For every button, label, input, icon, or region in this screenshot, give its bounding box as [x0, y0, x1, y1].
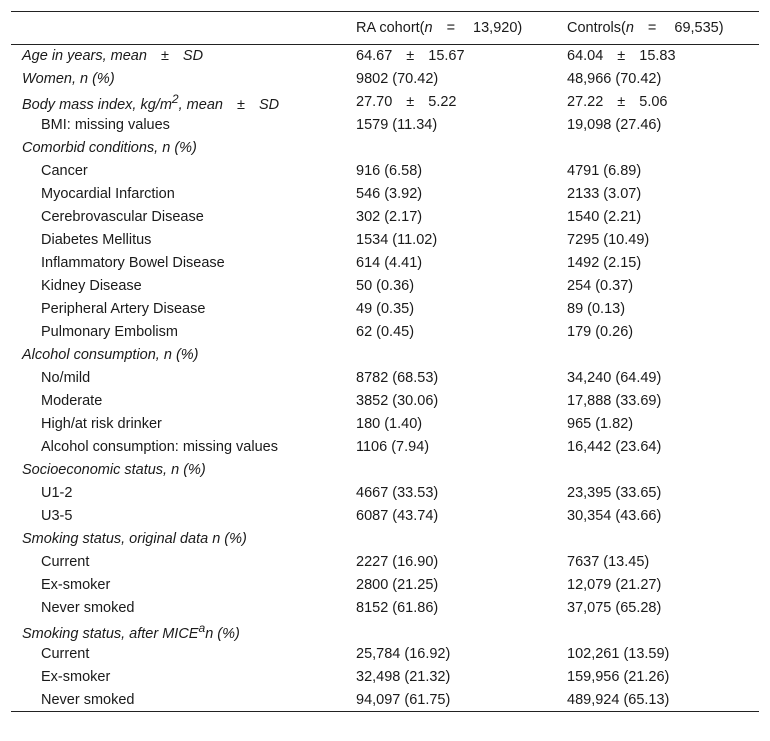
table-header-row: [11, 12, 759, 45]
row-label: Current: [41, 646, 90, 662]
table-row: [11, 367, 759, 390]
control-value: 965 (1.82): [567, 416, 634, 432]
control-value: 1540 (2.21): [567, 209, 642, 225]
section-label: Socioeconomic status, n (%): [22, 462, 206, 478]
row-label: Body mass index, $kg/m^2$, mean ± SD: [22, 91, 280, 113]
table-row: [11, 275, 759, 298]
ra-value: 27.70 ± 5.22: [356, 94, 457, 110]
table-row: [11, 91, 759, 114]
ra-value: 180 (1.40): [356, 416, 423, 432]
section-label: Smoking status, after MICE$^a$n (%): [22, 620, 240, 642]
ra-value: 1106 (7.94): [356, 439, 430, 455]
table-row: [11, 206, 759, 229]
ra-value: 8152 (61.86): [356, 600, 439, 616]
control-value: 7295 (10.49): [567, 232, 650, 248]
section-row: [11, 459, 759, 482]
control-value: 16,442 (23.64): [567, 439, 662, 455]
ra-value: 3852 (30.06): [356, 393, 439, 409]
row-label: Pulmonary Embolism: [41, 324, 178, 340]
table-row: [11, 551, 759, 574]
control-value: 23,395 (33.65): [567, 485, 662, 501]
control-value: 89 (0.13): [567, 301, 626, 317]
ra-value: 2227 (16.90): [356, 554, 439, 570]
row-label: Current: [41, 554, 90, 570]
row-label: High/at risk drinker: [41, 416, 162, 432]
control-value: 12,079 (21.27): [567, 577, 662, 593]
control-value: 102,261 (13.59): [567, 646, 670, 662]
control-value: 254 (0.37): [567, 278, 634, 294]
control-value: 4791 (6.89): [567, 163, 642, 179]
control-value: 27.22 ± 5.06: [567, 94, 668, 110]
row-label: U3-5: [41, 508, 73, 524]
table-row: [11, 298, 759, 321]
control-value: 17,888 (33.69): [567, 393, 662, 409]
ra-value: 614 (4.41): [356, 255, 423, 271]
row-label: Never smoked: [11, 689, 345, 712]
header-characteristic: [11, 12, 345, 45]
section-row: [11, 620, 759, 643]
ra-value: 62 (0.45): [356, 324, 415, 340]
table-row: [11, 482, 759, 505]
row-label: Ex-smoker: [41, 577, 111, 593]
table-row: [11, 390, 759, 413]
section-row: [11, 344, 759, 367]
table-row: [11, 45, 759, 68]
ra-value: 302 (2.17): [356, 209, 423, 225]
ra-value: 32,498 (21.32): [356, 669, 451, 685]
control-value: 37,075 (65.28): [567, 600, 662, 616]
ra-value: 25,784 (16.92): [356, 646, 451, 662]
row-label: Moderate: [41, 393, 103, 409]
header-controls: Controls(n = 69,535): [556, 12, 759, 45]
row-label: Women, n (%): [22, 71, 115, 87]
table-row: [11, 643, 759, 666]
row-label: Peripheral Artery Disease: [41, 301, 206, 317]
control-value: 7637 (13.45): [567, 554, 650, 570]
ra-value: 1534 (11.02): [356, 232, 438, 248]
table-row: [11, 574, 759, 597]
row-label: Ex-smoker: [41, 669, 111, 685]
table-row: [11, 597, 759, 620]
row-label: Kidney Disease: [41, 278, 142, 294]
control-value: 34,240 (64.49): [567, 370, 662, 386]
row-label: Cancer: [41, 163, 88, 179]
header-ra-cohort: RA cohort(n = 13,920): [345, 12, 556, 45]
table-row: [11, 413, 759, 436]
row-label: No/mild: [41, 370, 91, 386]
control-value: 1492 (2.15): [567, 255, 642, 271]
row-label: Never smoked: [41, 600, 135, 616]
ra-value: 2800 (21.25): [356, 577, 439, 593]
table-row: [11, 68, 759, 91]
table-row: [11, 689, 759, 712]
baseline-characteristics-table-container: [11, 11, 759, 712]
ra-value: 64.67 ± 15.67: [356, 48, 465, 65]
section-label: Alcohol consumption, n (%): [22, 347, 199, 363]
ra-value: 50 (0.36): [356, 278, 415, 294]
row-label: Diabetes Mellitus: [41, 232, 152, 248]
ra-value: 916 (6.58): [356, 163, 423, 179]
table-row: [11, 160, 759, 183]
table-row: [11, 183, 759, 206]
control-value: 2133 (3.07): [567, 186, 642, 202]
table-row: [11, 252, 759, 275]
ra-value: 4667 (33.53): [356, 485, 439, 501]
ra-value: 9802 (70.42): [356, 71, 439, 87]
control-value: 64.04 ± 15.83: [567, 48, 676, 65]
row-label: Cerebrovascular Disease: [41, 209, 204, 225]
baseline-characteristics-table: [11, 11, 759, 712]
control-value: 489,924 (65.13): [556, 689, 759, 712]
section-label: Smoking status, original data n (%): [22, 531, 247, 547]
ra-value: 8782 (68.53): [356, 370, 439, 386]
table-row: [11, 321, 759, 344]
row-label: U1-2: [41, 485, 73, 501]
row-label: Alcohol consumption: missing values: [41, 439, 278, 455]
control-value: 159,956 (21.26): [567, 669, 670, 685]
section-row: [11, 528, 759, 551]
row-label: BMI: missing values: [41, 117, 170, 133]
table-row: [11, 666, 759, 689]
row-label: Inflammatory Bowel Disease: [41, 255, 225, 271]
ra-value: 1579 (11.34): [356, 117, 438, 133]
ra-value: 6087 (43.74): [356, 508, 439, 524]
table-row: [11, 436, 759, 459]
control-value: 48,966 (70.42): [567, 71, 662, 87]
ra-value: 546 (3.92): [356, 186, 423, 202]
table-row: [11, 505, 759, 528]
table-row: [11, 114, 759, 137]
section-row: [11, 137, 759, 160]
table-row: [11, 229, 759, 252]
ra-value: 49 (0.35): [356, 301, 415, 317]
ra-value: 94,097 (61.75): [345, 689, 556, 712]
row-label: Age in years, mean ± SD: [22, 48, 204, 65]
row-label: Myocardial Infarction: [41, 186, 175, 202]
section-label: Comorbid conditions, n (%): [22, 140, 197, 156]
control-value: 30,354 (43.66): [567, 508, 662, 524]
control-value: 179 (0.26): [567, 324, 634, 340]
control-value: 19,098 (27.46): [567, 117, 662, 133]
